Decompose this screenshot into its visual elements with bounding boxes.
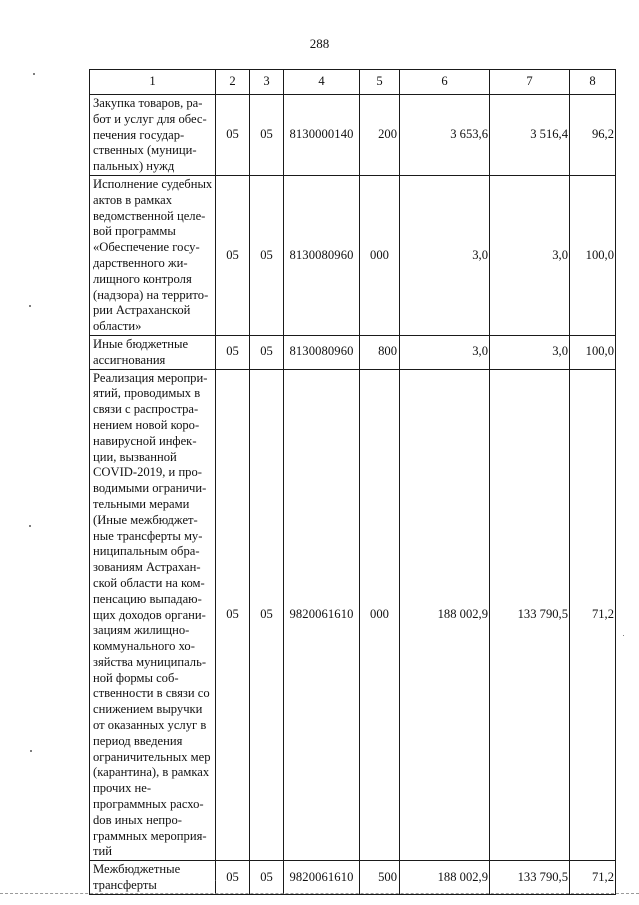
row-expense-type: 000	[360, 175, 400, 335]
row-percent: 100,0	[570, 175, 616, 335]
scan-edge-line	[0, 893, 639, 894]
table-row	[90, 369, 616, 861]
column-header: 6	[400, 70, 490, 95]
row-subsection: 05	[250, 95, 284, 176]
row-percent: 71,2	[570, 369, 616, 861]
row-planned: 188 002,9	[400, 369, 490, 861]
row-target-code: 9820061610	[284, 369, 360, 861]
row-subsection: 05	[250, 335, 284, 369]
row-target-code: 8130080960	[284, 175, 360, 335]
row-section: 05	[216, 369, 250, 861]
table-row	[90, 95, 616, 176]
column-header: 3	[250, 70, 284, 95]
scan-speck	[30, 750, 32, 752]
column-header: 1	[90, 70, 216, 95]
row-executed: 133 790,5	[490, 861, 570, 895]
row-percent: 71,2	[570, 861, 616, 895]
row-name: Исполнение судебных актов в рамках ведомственной целевой программы «Обеспечение государственного жилищного контроля (надзора) на территории Астраханской области»	[90, 175, 216, 335]
table-header-row	[90, 70, 616, 95]
row-subsection: 05	[250, 369, 284, 861]
table-row	[90, 861, 616, 895]
row-executed: 133 790,5	[490, 369, 570, 861]
row-subsection: 05	[250, 175, 284, 335]
row-target-code: 8130000140	[284, 95, 360, 176]
scan-speck	[29, 305, 31, 307]
row-percent: 100,0	[570, 335, 616, 369]
row-expense-type: 800	[360, 335, 400, 369]
scan-speck	[33, 73, 35, 75]
row-executed: 3,0	[490, 175, 570, 335]
row-name: Межбюджетные трансферты	[90, 861, 216, 895]
row-percent: 96,2	[570, 95, 616, 176]
row-expense-type: 000	[360, 369, 400, 861]
row-expense-type: 500	[360, 861, 400, 895]
row-planned: 3 653,6	[400, 95, 490, 176]
scan-speck	[215, 880, 216, 881]
row-planned: 3,0	[400, 175, 490, 335]
budget-table	[89, 69, 616, 895]
column-header: 8	[570, 70, 616, 95]
column-header: 2	[216, 70, 250, 95]
page-number: 288	[309, 36, 330, 51]
scan-speck	[623, 635, 624, 636]
row-section: 05	[216, 335, 250, 369]
row-name: Закупка товаров, работ и услуг для обеспечения государственных (муниципальных) нужд	[90, 95, 216, 176]
row-planned: 188 002,9	[400, 861, 490, 895]
row-target-code: 8130080960	[284, 335, 360, 369]
row-section: 05	[216, 95, 250, 176]
table-row	[90, 175, 616, 335]
scan-speck	[29, 525, 31, 527]
row-planned: 3,0	[400, 335, 490, 369]
column-header: 5	[360, 70, 400, 95]
column-header: 4	[284, 70, 360, 95]
row-name: Иные бюджетные ассигнования	[90, 335, 216, 369]
row-section: 05	[216, 175, 250, 335]
table-row	[90, 335, 616, 369]
row-subsection: 05	[250, 861, 284, 895]
column-header: 7	[490, 70, 570, 95]
row-executed: 3 516,4	[490, 95, 570, 176]
row-section: 05	[216, 861, 250, 895]
row-expense-type: 200	[360, 95, 400, 176]
row-target-code: 9820061610	[284, 861, 360, 895]
row-name: Реализация мероприятий, проводимых в связи с распространением новой коронавирусной инфекции, вызванной COVID-2019, и проводимыми ограничительными мерами (Иные межбюджетные трансферты муниципальным образованиям Астраханской области на компенсацию выпадающих доходов организациям жилищно-коммунального хозяйства муниципальной формы собственности в связи со снижением выручки от оказанных услуг в период введения ограничительных мер (карантина), в рамках прочих непрограммных расхоdов иных непрограммных мероприятий	[90, 369, 216, 861]
row-executed: 3,0	[490, 335, 570, 369]
